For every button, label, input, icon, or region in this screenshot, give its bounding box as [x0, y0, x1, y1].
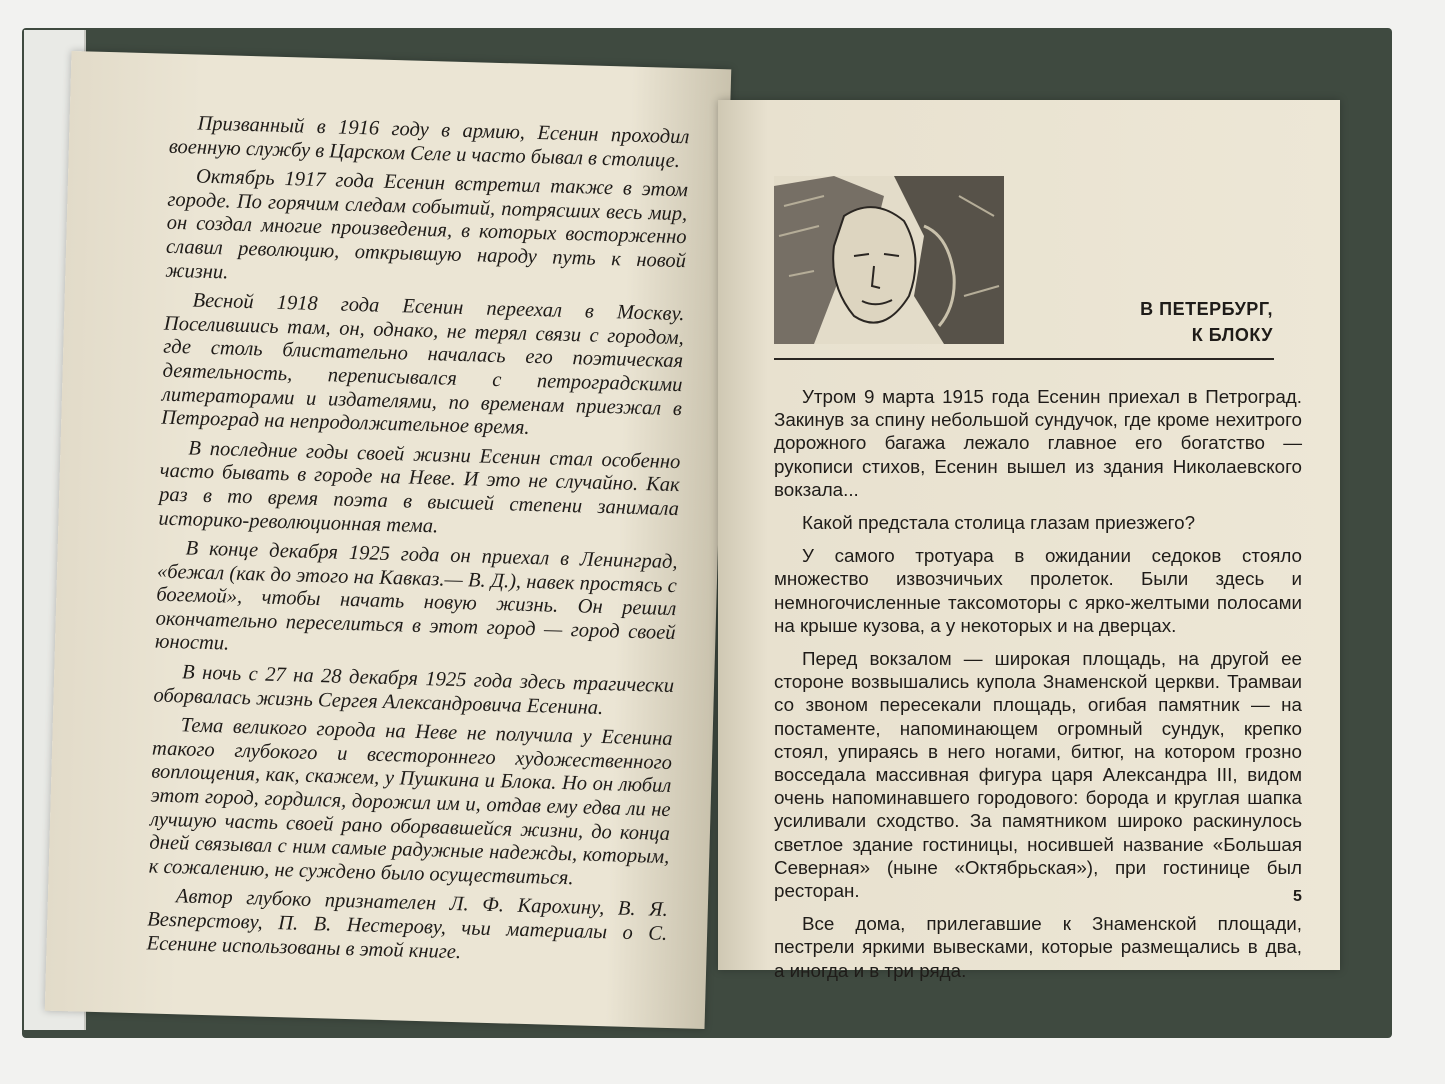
- right-page-text: [774, 385, 1302, 992]
- paragraph: Перед вокзалом — широкая площадь, на другой ее стороне возвышались купола Знаменской церкви. Трамваи со звоном пересекали площадь, огибая памятник — на постаменте, напоминающем огромный сундук, крепко стоял, упираясь в него ногами, битюг, на котором грозно восседала массивная фигура царя Александра III, видом очень напоминавшего городового: борода и круглая шапка усиливали сходство. За памятником широко раскинулось светлое здание гостиницы, носившей название «Большая Северная» (ныне «Октябрьская»), при гостинице был ресторан.: [774, 648, 1302, 902]
- left-page: [45, 51, 732, 1029]
- paragraph: Какой предстала столица глазам приезжего?: [802, 512, 1196, 534]
- paragraph: В конце декабря 1925 года он приехал в Ленинград, «бежал (как до этого на Кавказ.— В. Д.), навек простясь с богемой», чтобы начать новую жизнь. Он решил окончательно переселиться в этот город — город своей юности.: [154, 537, 678, 656]
- paragraph: Призванный в 1916 году в армию, Есенин проходил военную службу в Царском Селе и часто бывал в столице.: [168, 112, 690, 172]
- paragraph: Автор глубоко признателен Л. Ф. Карохину, В. Я. Besперстову, П. В. Нестерову, чьи материалы о С. Есенине использованы в этой книге.: [146, 885, 669, 963]
- paragraph: В последние годы своей жизни Есенин стал особенно часто бывать в городе на Неве. И это не случайно. Как раз в то время поэта в высшей степени занимала историко-революционная тема.: [158, 437, 681, 537]
- chapter-title-line: В ПЕТЕРБУРГ,: [1140, 299, 1273, 319]
- page-number: 5: [1293, 888, 1302, 905]
- chapter-title: [1018, 296, 1273, 348]
- chapter-divider: [774, 358, 1274, 360]
- paragraph: Октябрь 1917 года Есенин встретил также в этом городе. По горячим следам событий, потрясших весь мир, он создал многие произведения, в которых восторженно славил революцию, открывшую народу путь к новой жизни.: [165, 165, 689, 283]
- paragraph: Тема великого города на Неве не получила у Есенина такого глубокого и всестороннего художественного воплощения, как, скажем, у Пушкина и Блока. Но он любил этот город, гордился, дорожил им и, отдав ему едва ли не лучшую часть своей рано оборвавшейся жизни, до конца дней связывал с ним самые радужные надежды, которым, к сожалению, не суждено было осуществиться.: [148, 714, 673, 890]
- paragraph: Утром 9 марта 1915 года Есенин приехал в Петроград. Закинув за спину небольшой сундучок, где кроме нехитрого дорожного багажа лежало главное его богатство — рукописи стихов, Есенин вышел из здания Николаевского вокзала...: [774, 386, 1302, 500]
- right-page: [718, 100, 1340, 981]
- paragraph: Весной 1918 года Есенин переехал в Москву. Поселившись там, он, однако, не терял связи с городом, где столь блистательно началась его поэтическая деятельность, переписывался с петроградскими литераторами и издателями, по временам приезжал в Петроград на непродолжительное время.: [161, 289, 685, 440]
- left-page-text: [146, 112, 690, 976]
- paragraph: Все дома, прилегавшие к Знаменской площади, пестрели яркими вывесками, которые размещались в два, а иногда и в три ряда.: [774, 913, 1302, 981]
- chapter-illustration: [774, 176, 1004, 344]
- paragraph: У самого тротуара в ожидании седоков стояло множество извозчичьих пролеток. Были здесь и немногочисленные таксомоторы с ярко-желтыми полосами на крыше кузова, а у некоторых и на дверцах.: [774, 545, 1302, 636]
- paragraph: В ночь с 27 на 28 декабря 1925 года здесь трагически оборвалась жизнь Сергея Александровича Есенина.: [153, 661, 675, 719]
- chapter-title-line: К БЛОКУ: [1191, 325, 1273, 345]
